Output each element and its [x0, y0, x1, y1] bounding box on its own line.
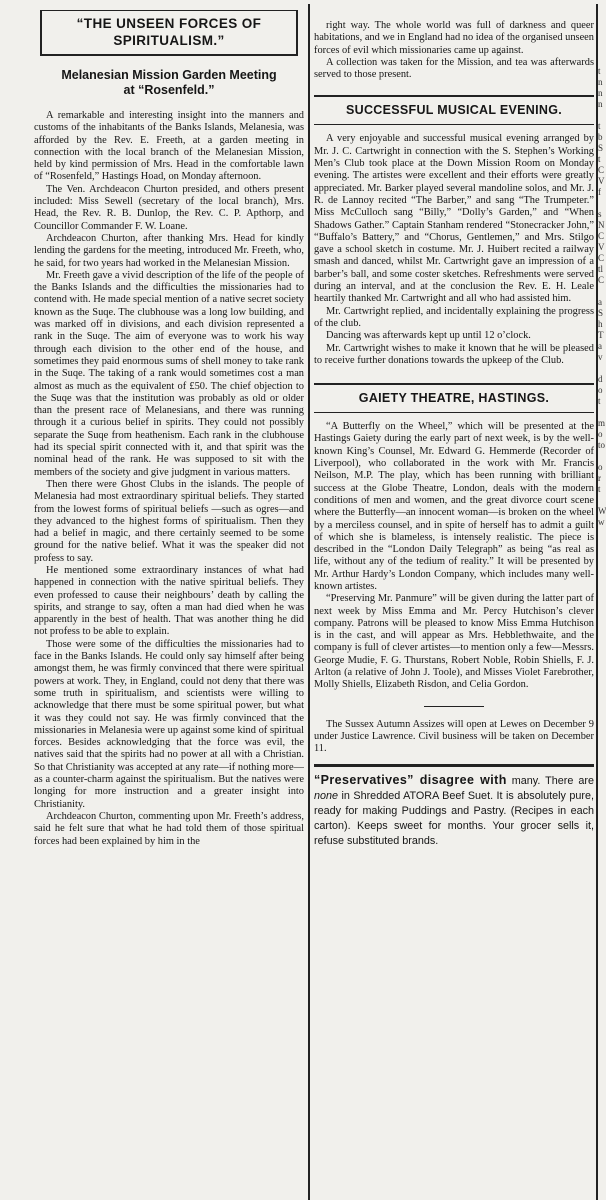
cropped-letter: f: [598, 187, 601, 197]
musical-evening-paragraph: Mr. Cartwright wishes to make it known that he will be pleased to receive further donations towards the upkeep of the Club.: [314, 342, 594, 366]
short-divider: [424, 706, 484, 707]
advert-headline: “Preservatives” disagree with: [314, 772, 507, 787]
article-paragraph: A remarkable and interesting insight into the manners and customs of the inhabitants of the Banks Islands, Melanesia, was afforded by the Rev. E. Freeth, at a garden meeting in connection with the local branch of the Melanesian Mission, held by kind permission of Mrs. Head in the comfortable lawn of “Rosenfeld,” Hastings Hoad, on Monday afternoon.: [34, 110, 304, 183]
cropped-letter: o: [598, 385, 603, 395]
article-paragraph: The Ven. Archdeacon Churton presided, and others present included: Miss Sewell (secretary of the local branch), Mrs. Head, the Rev. R. B. Dunlop, the Rev. C. P. Apthorp, and Councillor Commander F. W. Loane.: [34, 183, 304, 232]
cropped-letter: t: [598, 66, 601, 76]
cropped-letter: t: [598, 154, 601, 164]
cropped-letter: V: [598, 176, 605, 186]
cropped-letter: T: [598, 330, 604, 340]
cropped-letter: a: [598, 341, 602, 351]
article-paragraph: Archdeacon Churton, after thanking Mrs. Head for kindly lending the gardens for the meeting, introduced Mr. Freeth, who, he said, for two years had worked in the Melanesian Mission.: [34, 232, 304, 269]
cropped-letter: h: [598, 319, 603, 329]
cropped-letter: C: [598, 165, 605, 175]
cropped-letter: S: [598, 308, 604, 318]
cropped-letter: [598, 198, 606, 209]
cropped-letter: tl: [598, 264, 604, 274]
cropped-letter: S: [598, 143, 604, 153]
headline-line-1: “THE UNSEEN FORCES OF: [76, 16, 262, 31]
headline-line-2: SPIRITUALISM.”: [113, 33, 225, 48]
musical-evening-paragraph: Mr. Cartwright replied, and incidentally explaining the progress of the club.: [314, 305, 594, 329]
assizes-notice: The Sussex Autumn Assizes will open at Lewes on December 9 under Justice Lawrence. Civil business will be taken on December 11.: [314, 718, 594, 755]
theatre-paragraph: “Preserving Mr. Panmure” will be given during the latter part of next week by Miss Emma and Mr. Percy Hutchison’s clever company. Patrons will be pleased to know Miss Emma Hutchison is in the cast, and will appear as Mrs. Hebblethwaite, and the company is full of clever artistes—to mention only a few—Messrs. George Mudie, F. G. Thurstans, Robert Noble, Robin Shiells, F. J. Arlton (a relative of John J. Toole), and Misses Violet Farebrother, Molly Shiells, Elizabeth Risdon, and Celia Gordon.: [314, 593, 594, 691]
advert-text-start: many. There are: [511, 774, 594, 787]
advert-text-rest: in Shredded ATORA Beef Suet. It is absolutely pure, ready for making Puddings and Pastry. (Recipes in each carton). Keeps sweet for months. Your grocer sells it, refuse substituted brands.: [314, 789, 594, 847]
cropped-letter: [598, 286, 606, 297]
cropped-letter: [598, 407, 606, 418]
subhead-line-2: at “Rosenfeld.”: [123, 83, 215, 97]
cropped-letter: V: [598, 242, 605, 252]
middle-column: [314, 0, 594, 849]
cropped-letter: r: [598, 473, 601, 483]
cropped-letter: to: [598, 440, 606, 450]
cropped-column-letters: [596, 0, 606, 528]
section-rule: [314, 412, 594, 413]
garden-meeting-subhead: [34, 68, 304, 98]
cropped-letter: a: [598, 297, 602, 307]
cropped-letter: [598, 110, 606, 121]
atora-advert: [314, 764, 594, 849]
section-rule: [314, 383, 594, 385]
cropped-letter: w: [598, 517, 605, 527]
cropped-letter: t: [598, 396, 601, 406]
article-paragraph: He mentioned some extraordinary instances of what had happened in connection with the native spiritual beliefs. They even professed to cause their neighbours’ death by calling the spirits, and strange to say, often a man had died when he was apparently in the best of health. That was another thing he did not profess to be able to explain.: [34, 564, 304, 638]
cropped-letter: [598, 451, 606, 462]
cropped-letter: b: [598, 132, 603, 142]
cropped-adjacent-column: [596, 0, 606, 528]
cropped-letter: o: [598, 462, 603, 472]
cropped-letter: n: [598, 99, 603, 109]
continuation-paragraph: right way. The whole world was full of darkness and queer habitations, and we in England had no idea of the organised unseen forces of evil which missionaries came up against.: [314, 20, 594, 56]
column-rule-left: [308, 4, 310, 1200]
article-paragraph: Then there were Ghost Clubs in the islands. The people of Melanesia had most extraordinary spiritual beliefs. They started from the lowest forms of spiritual beliefs —such as ogres—and they advanced to the highest forms of spiritualism. Then they had a belief in magic, and there certainly seemed to be some ground for the native belief. What it was the speaker did not profess to say.: [34, 478, 304, 564]
cropped-letter: m: [598, 418, 606, 428]
cropped-letter: v: [598, 352, 603, 362]
cropped-letter: t: [598, 121, 601, 131]
cropped-letter: n: [598, 88, 603, 98]
section-rule: [314, 95, 594, 97]
cropped-letter: W: [598, 506, 606, 516]
cropped-letter: C: [598, 253, 605, 263]
spiritualism-headline: [40, 10, 298, 56]
cropped-letter: n: [598, 77, 603, 87]
article-paragraph: Archdeacon Churton, commenting upon Mr. Freeth’s address, said he felt sure that what he had told them of those spiritual forces had been explained by him in the: [34, 810, 304, 847]
advert-none-word: none: [314, 789, 339, 802]
spiritualism-article-body: [34, 110, 304, 848]
cropped-letter: d: [598, 374, 603, 384]
cropped-letter: [598, 495, 606, 506]
musical-evening-paragraph: Dancing was afterwards kept up until 12 o’clock.: [326, 330, 531, 342]
article-paragraph: Mr. Freeth gave a vivid description of the life of the people of the Banks Islands and the difficulties the missionaries had to contend with. He made special mention of a native secret society known as the Suqe. The clubhouse was a long low building, and was marked off in divisions, and each division represented a rank in the Suqe. The aim of everyone was to work his way through each division to the other end of the house, and sometimes they paid enormous sums of shell money to take rank in the Suqe. The taking of a rank would sometimes cost a man almost as much as the equivalent of £50. The chief objection to the Suqe was that the institution was probably as old or older than the present race of Melanesians, and there was running through it a curious belief in spirits. They could not possibly separate the Suqe from heathenism. Each rank in the clubhouse had its special spirit connected with it, and that spirit was the nominal head of the rank. He was supposed to sit with the members of the society and give judgment in various matters.: [34, 269, 304, 478]
musical-evening-paragraph: A very enjoyable and successful musical evening arranged by Mr. J. C. Cartwright in connection with the S. Stephen’s Working Men’s Club took place at the Down Mission Room on Monday evening. The artistes were excellent and their efforts were greatly appreciated. Mr. Barker played several mandoline solos, and Mr. J. R. de Lannoy recited “The Barber,” and sang “The Trumpeter.” Miss McCulloch sang “Billy,” “Dolly’s Garden,” and “When Shadows Gather.” Captain Stanham rendered “Stonecracker John,” “Buffalo’s Battery,” and “Chorus, Gentlemen,” and Mrs. Stilgo gave a school sketch in costume. Mr. J. Huibert recited a railway smash and danced, whilst Mr. Cartwright gave an impression of a barber’s ball, and some coster sketches. Refreshments were served during an interval, and at the conclusion the Rev. E. H. Leale heartily thanked Mr. Cartwright and all who had assisted him.: [314, 133, 594, 305]
cropped-letter: N: [598, 220, 605, 230]
cropped-letter: t: [598, 484, 601, 494]
cropped-letter: C: [598, 231, 605, 241]
cropped-letter: s: [598, 209, 602, 219]
subhead-line-1: Melanesian Mission Garden Meeting: [61, 68, 277, 82]
cropped-letter: [598, 363, 606, 374]
section-rule: [314, 124, 594, 125]
left-column: [34, 0, 304, 848]
musical-evening-headline: SUCCESSFUL MUSICAL EVENING.: [346, 103, 562, 118]
cropped-letter: C: [598, 275, 605, 285]
theatre-paragraph: “A Butterfly on the Wheel,” which will be presented at the Hastings Gaiety during the early part of next week, is by the well-known King’s Counsel, Mr. Edward G. Hemmerde (Recorder of Liverpool), who collaborated in the work with Mr. Francis Neilson, M.P. The play, which has been running with brilliant success at the Globe Theatre, London, deals with the modern conditions of men and women, and the great divorce court scene where the Butterfly—an innocent woman—is broken on the wheel by a merciless counsel, and in spite of herself has to admit a guilt of which she is blameless, is intensely realistic. The piece is described in the “London Daily Telegraph” as being “as real as life, without any of the tedium of reality.” It will be presented by Mr. Arthur Hardy’s London Company, which includes many well-known artistes.: [314, 421, 594, 592]
gaiety-theatre-headline: GAIETY THEATRE, HASTINGS.: [358, 391, 550, 406]
cropped-letter: o: [598, 429, 603, 439]
continuation-paragraph: A collection was taken for the Mission, and tea was afterwards served to those present.: [314, 56, 594, 81]
article-paragraph: Those were some of the difficulties the missionaries had to face in the Banks Islands. He could only say himself after being amongst them, he was firmly convinced that there were spiritual powers at work. They, in England, could not deny that there was some truth in spiritualism, and scientists were willing to acknowledge that there must be some spiritual power, but what it was they could not say. He was firmly convinced that the missionaries in Melanesia were up against some kind of spiritual forces. Besides acknowledging that the force was evil, the natives said that the spirits had no power at all with a Christian. So that Christianity was accepted at any rate—if nothing more—as a counter-charm against the spiritualism. But the natives were longing for more instruction and a greater insight into Christianity.: [34, 638, 304, 810]
